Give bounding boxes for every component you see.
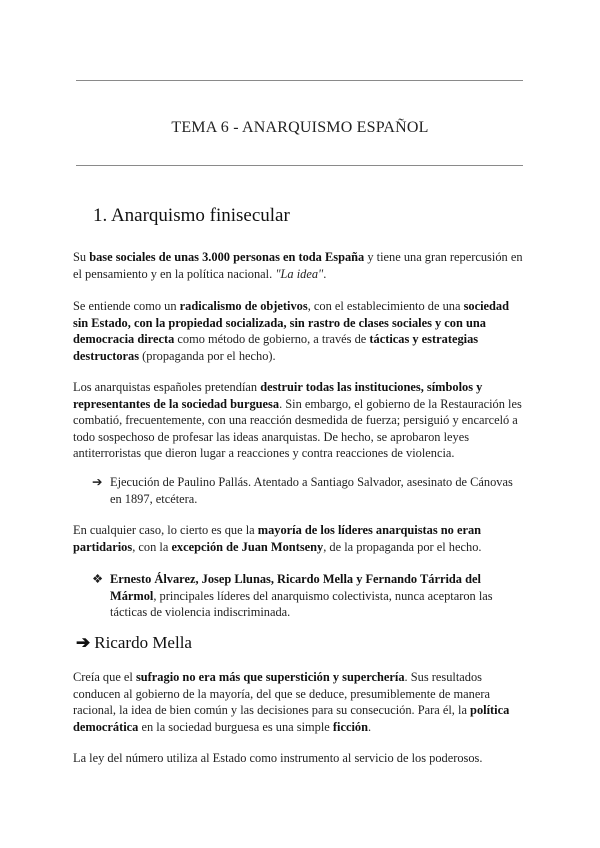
- paragraph-5: Creía que el sufragio no era más que superstición y superchería. Sus resultados conducen al gobierno de la mayoría, del que se deduce, presumiblemente de manera racional, la idea de bien común y las decisiones para su consecución. Para él, la política democrática en la sociedad burguesa es una simple ficción.: [73, 670, 510, 734]
- paragraph-3: Los anarquistas españoles pretendían destruir todas las instituciones, símbolos y representantes de la sociedad burguesa. Sin embargo, el gobierno de la Restauración les combatió, frecuentemente, con una reacción desmedida de fuerza; persiguió y encarceló a todo sospechoso de profesar las ideas anarquistas. De hecho, se aprobaron leyes antiterroristas que dieron lugar a reacciones y contra reacciones de violencia.: [73, 380, 522, 460]
- bullet-item-1: [92, 474, 527, 507]
- bullet-text: Ernesto Álvarez, Josep Llunas, Ricardo Mella y Fernando Tárrida del Mármol, principales líderes del anarquismo colectivista, nunca aceptaron las tácticas de violencia indiscriminada.: [110, 572, 493, 619]
- arrow-icon: ➔: [76, 633, 91, 652]
- paragraph-6: La ley del número utiliza al Estado como instrumento al servicio de los poderosos.: [73, 751, 483, 765]
- arrow-icon: ➔: [92, 475, 103, 489]
- bullet-text: Ejecución de Paulino Pallás. Atentado a Santiago Salvador, asesinato de Cánovas en 1897, etcétera.: [110, 475, 513, 506]
- paragraph-2: Se entiende como un radicalismo de objetivos, con el establecimiento de una sociedad sin Estado, con la propiedad socializada, sin rastro de clases sociales y con una democracia directa como método de gobierno, a través de tácticas y estrategias destructoras (propaganda por el hecho).: [73, 299, 509, 363]
- diamond-bullet-icon: ❖: [92, 572, 104, 586]
- paragraph-1: Su base sociales de unas 3.000 personas en toda España y tiene una gran repercusión en el pensamiento y en la política nacional. "La idea".: [73, 250, 523, 281]
- paragraph-4: En cualquier caso, lo cierto es que la mayoría de los líderes anarquistas no eran partidarios, con la excepción de Juan Montseny, de la propaganda por el hecho.: [73, 523, 482, 554]
- top-divider: [76, 80, 523, 81]
- bottom-divider: [76, 165, 523, 166]
- document-title: TEMA 6 - ANARQUISMO ESPAÑOL: [171, 119, 429, 136]
- section-heading-2: ➔ Ricardo Mella: [76, 633, 192, 652]
- bullet-item-2: [92, 571, 527, 621]
- section-heading-1: 1. Anarquismo finisecular: [93, 205, 290, 226]
